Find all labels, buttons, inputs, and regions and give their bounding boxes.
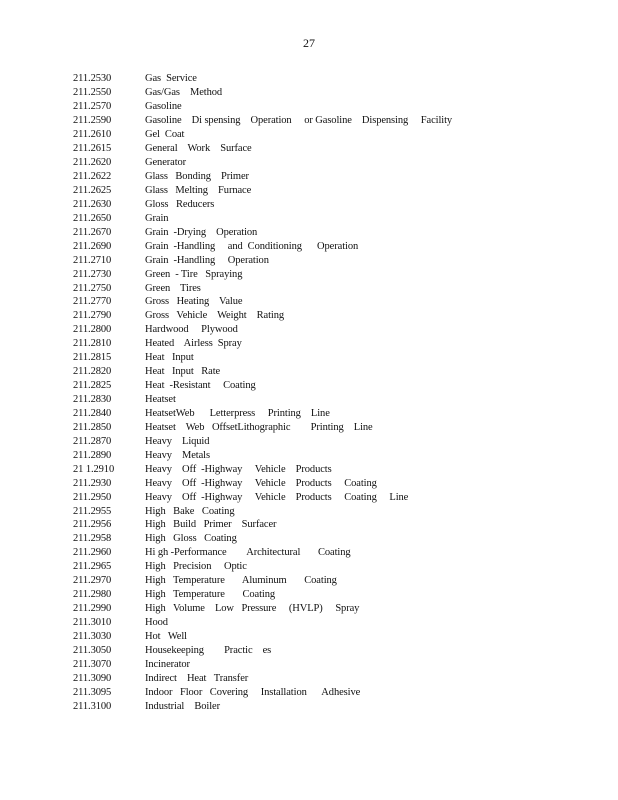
list-item — [73, 393, 593, 407]
list-item — [73, 239, 593, 253]
section-number: 211.2590 — [73, 115, 112, 127]
defined-term: HeatsetWeb Letterpress Printing Line — [145, 407, 330, 419]
list-item — [73, 156, 593, 170]
defined-term: Heavy Metals — [145, 449, 210, 461]
defined-term: Industrial Boiler — [145, 700, 220, 712]
list-item — [73, 309, 593, 323]
section-number: 211.2750 — [73, 282, 112, 294]
defined-term: High Gloss Coating — [145, 533, 237, 545]
section-number: 211.2956 — [73, 519, 112, 531]
defined-term: General Work Surface — [145, 143, 252, 155]
list-item — [73, 407, 593, 421]
section-number: 211.2630 — [73, 198, 112, 210]
list-item — [73, 643, 593, 657]
defined-term: Gasoline Di spensing Operation or Gasoline Dispensing Facility — [145, 115, 453, 127]
section-number: 211.2622 — [73, 171, 112, 183]
defined-term: High Temperature Coating — [145, 589, 276, 601]
list-item — [73, 379, 593, 393]
section-number: 211.2770 — [73, 296, 112, 308]
list-item — [73, 448, 593, 462]
list-item — [73, 72, 593, 86]
section-number: 211.3095 — [73, 686, 112, 698]
section-number: 211.2830 — [73, 394, 112, 406]
section-number: 211.3030 — [73, 630, 112, 642]
page-number: 27 — [303, 36, 315, 50]
section-number: 211.2530 — [73, 73, 112, 85]
defined-term: Grain -Drying Operation — [145, 226, 258, 238]
section-number: 211.2840 — [73, 407, 112, 419]
section-number: 211.2890 — [73, 449, 112, 461]
defined-term: Indirect Heat Transfer — [145, 672, 249, 684]
section-number: 211.3070 — [73, 658, 112, 670]
section-number: 211.2820 — [73, 366, 112, 378]
list-item — [73, 476, 593, 490]
defined-term: Heat Input Rate — [145, 366, 221, 378]
list-item — [73, 114, 593, 128]
defined-term: High Precision Optic — [145, 561, 247, 573]
list-item — [73, 197, 593, 211]
section-number: 211.2610 — [73, 129, 112, 141]
defined-term: Heat Input — [145, 352, 194, 364]
section-number: 211.2958 — [73, 533, 112, 545]
section-number: 211.2690 — [73, 240, 112, 252]
section-number: 211.2815 — [73, 352, 112, 364]
defined-term: Heatset — [145, 394, 176, 406]
section-number: 211.2730 — [73, 268, 112, 280]
list-item — [73, 630, 593, 644]
defined-term: Hood — [145, 617, 168, 629]
defined-term: High Bake Coating — [145, 505, 235, 517]
list-item — [73, 588, 593, 602]
defined-term: Hot Well — [145, 630, 187, 642]
defined-term: Gas Service — [145, 73, 197, 85]
list-item — [73, 337, 593, 351]
list-item — [73, 351, 593, 365]
list-item — [73, 420, 593, 434]
list-item — [73, 86, 593, 100]
defined-term: Grain — [145, 212, 169, 224]
defined-term: Gross Vehicle Weight Rating — [145, 310, 285, 322]
section-number: 211.2850 — [73, 421, 112, 433]
defined-term: Gasoline — [145, 101, 182, 113]
list-item — [73, 546, 593, 560]
list-item — [73, 295, 593, 309]
defined-term: Heavy Off -Highway Vehicle Products Coating — [145, 477, 377, 489]
section-number: 211.2955 — [73, 505, 112, 517]
defined-term: Heavy Off -Highway Vehicle Products — [145, 463, 332, 475]
section-number: 211.2550 — [73, 87, 112, 99]
section-number: 211.2930 — [73, 477, 112, 489]
section-number: 211.2570 — [73, 101, 112, 113]
definitions-list — [73, 72, 593, 713]
section-number: 211.2620 — [73, 157, 112, 169]
list-item — [73, 184, 593, 198]
list-item — [73, 616, 593, 630]
list-item — [73, 532, 593, 546]
list-item — [73, 434, 593, 448]
defined-term: Gel Coat — [145, 129, 185, 141]
defined-term: Green Tires — [145, 282, 201, 294]
section-number: 21 1.2910 — [73, 463, 115, 475]
section-number: 211.2670 — [73, 226, 112, 238]
defined-term: Green - Tire Spraying — [145, 268, 243, 280]
section-number: 211.2625 — [73, 184, 112, 196]
list-item — [73, 170, 593, 184]
defined-term: Housekeeping Practic es — [145, 644, 272, 656]
list-item — [73, 685, 593, 699]
defined-term: High Volume Low Pressure (HVLP) Spray — [145, 603, 360, 615]
section-number: 211.2965 — [73, 561, 112, 573]
section-number: 211.3050 — [73, 644, 112, 656]
defined-term: Generator — [145, 157, 187, 169]
defined-term: Grain -Handling and Conditioning Operation — [145, 240, 359, 252]
list-item — [73, 211, 593, 225]
defined-term: Heat -Resistant Coating — [145, 380, 256, 392]
section-number: 211.2970 — [73, 575, 112, 587]
defined-term: High Build Primer Surfacer — [145, 519, 277, 531]
section-number: 211.2810 — [73, 338, 112, 350]
list-item — [73, 142, 593, 156]
list-item — [73, 490, 593, 504]
list-item — [73, 365, 593, 379]
defined-term: Hi gh -Performance Architectural Coating — [145, 547, 351, 559]
defined-term: Heated Airless Spray — [145, 338, 242, 350]
defined-term: Gross Heating Value — [145, 296, 243, 308]
list-item — [73, 128, 593, 142]
list-item — [73, 504, 593, 518]
defined-term: Incinerator — [145, 658, 190, 670]
section-number: 211.2650 — [73, 212, 112, 224]
section-number: 211.3100 — [73, 700, 112, 712]
defined-term: Heavy Liquid — [145, 435, 210, 447]
defined-term: Grain -Handling Operation — [145, 254, 269, 266]
list-item — [73, 462, 593, 476]
section-number: 211.2790 — [73, 310, 112, 322]
section-number: 211.2800 — [73, 324, 112, 336]
list-item — [73, 281, 593, 295]
list-item — [73, 100, 593, 114]
list-item — [73, 267, 593, 281]
list-item — [73, 560, 593, 574]
defined-term: High Temperature Aluminum Coating — [145, 575, 337, 587]
defined-term: Indoor Floor Covering Installation Adhesive — [145, 686, 361, 698]
section-number: 211.3010 — [73, 617, 112, 629]
list-item — [73, 323, 593, 337]
defined-term: Gas/Gas Method — [145, 87, 223, 99]
section-number: 211.2870 — [73, 435, 112, 447]
list-item — [73, 253, 593, 267]
section-number: 211.2950 — [73, 491, 112, 503]
defined-term: Heavy Off -Highway Vehicle Products Coating Line — [145, 491, 409, 503]
section-number: 211.3090 — [73, 672, 112, 684]
list-item — [73, 671, 593, 685]
defined-term: Glass Bonding Primer — [145, 171, 249, 183]
list-item — [73, 657, 593, 671]
defined-term: Heatset Web OffsetLithographic Printing Line — [145, 421, 373, 433]
list-item — [73, 518, 593, 532]
list-item — [73, 574, 593, 588]
defined-term: Glass Melting Furnace — [145, 184, 252, 196]
section-number: 211.2615 — [73, 143, 112, 155]
defined-term: Gloss Reducers — [145, 198, 215, 210]
section-number: 211.2960 — [73, 547, 112, 559]
list-item — [73, 602, 593, 616]
section-number: 211.2710 — [73, 254, 112, 266]
list-item — [73, 699, 593, 713]
section-number: 211.2825 — [73, 380, 112, 392]
list-item — [73, 225, 593, 239]
section-number: 211.2980 — [73, 589, 112, 601]
defined-term: Hardwood Plywood — [145, 324, 238, 336]
section-number: 211.2990 — [73, 603, 112, 615]
